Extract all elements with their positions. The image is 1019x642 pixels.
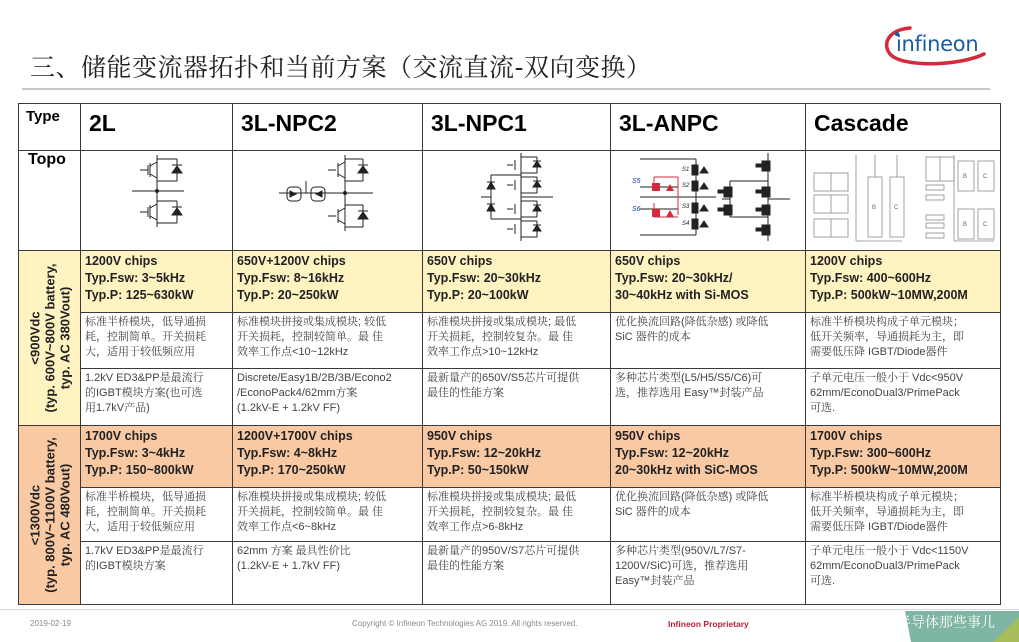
svg-text:S1: S1 <box>682 167 690 173</box>
group1-module-row <box>19 369 1001 426</box>
g2-cascade-module: 子单元电压一般小于 Vdc<1150V 62mm/EconoDual3/PrimePack 可选. <box>806 542 1001 605</box>
group1-side-label <box>19 251 81 426</box>
side-label-line: <900Vdc <box>27 311 42 365</box>
footer-date: 2019-02-19 <box>30 619 71 628</box>
group1-header-row <box>19 251 1001 313</box>
topo-npc2-cell <box>233 151 423 251</box>
g1-2l-desc: 标准半桥模块，低导通损 耗，控制简单。开关损耗 大，适用于较低频应用 <box>81 313 233 369</box>
2l-half-bridge-diagram-icon <box>122 151 192 231</box>
g2-npc1-module: 最新量产的950V/S7芯片可提供 最佳的性能方案 <box>423 542 611 605</box>
watermark <box>895 611 1019 642</box>
logo-wordmark: infineon <box>896 32 979 56</box>
svg-text:S6: S6 <box>632 206 641 213</box>
group2-side-label <box>19 426 81 605</box>
3l-npc2-diagram-icon <box>273 151 383 235</box>
svg-text:C: C <box>894 205 899 211</box>
topo-cascade-cell <box>806 151 1001 251</box>
type-3l-anpc: 3L-ANPC <box>611 104 806 151</box>
g2-anpc-desc: 优化换流回路(降低杂感) 或降低 SiC 器件的成本 <box>611 488 806 542</box>
3l-anpc-diagram-icon <box>618 151 798 241</box>
group2-module-row <box>19 542 1001 605</box>
svg-text:B: B <box>963 222 968 228</box>
group2-header-row <box>19 426 1001 488</box>
g1-anpc-module: 多种芯片类型(L5/H5/S5/C6)可 选，推荐选用 Easy™封装产品 <box>611 369 806 426</box>
topo-npc1-cell <box>423 151 611 251</box>
topology-row <box>19 151 1001 251</box>
g2-2l-module: 1.7kV ED3&PP是最流行 的IGBT模块方案 <box>81 542 233 605</box>
side-label-line: <1300Vdc <box>27 484 42 546</box>
g2-npc2-desc: 标准模块拼接或集成模块; 较低 开关损耗，控制较简单。最 佳 效率工作点<6~8kHz <box>233 488 423 542</box>
topo-label: Topo <box>19 151 81 251</box>
g2-anpc-module: 多种芯片类型(950V/L7/S7- 1200V/SiC)可选，推荐选用 Easy™封装产品 <box>611 542 806 605</box>
g2-cascade-desc: 标准半桥模块构成子单元模块； 低开关频率，导通损耗为主，即 需要低压降 IGBT/Diode器件 <box>806 488 1001 542</box>
topo-anpc-cell <box>611 151 806 251</box>
g2-2l-specs: 1700V chips Typ.Fsw: 3~4kHz Typ.P: 150~800kW <box>81 426 233 488</box>
watermark-text: 半导体那些事儿 <box>897 615 995 631</box>
g1-anpc-specs: 650V chips Typ.Fsw: 20~30kHz/ 30~40kHz with Si-MOS <box>611 251 806 313</box>
svg-text:S4: S4 <box>682 221 690 227</box>
g2-npc2-module: 62mm 方案 最具性价比 (1.2kV-E + 1.7kV FF) <box>233 542 423 605</box>
g1-anpc-desc: 优化换流回路(降低杂感) 或降低 SiC 器件的成本 <box>611 313 806 369</box>
g2-2l-desc: 标准半桥模块，低导通损 耗，控制简单。开关损耗 大，适用于较低频应用 <box>81 488 233 542</box>
g2-npc1-desc: 标准模块拼接或集成模块; 最低 开关损耗，控制较复杂。最 佳 效率工作点>6-8kHz <box>423 488 611 542</box>
g1-cascade-module: 子单元电压一般小于 Vdc<950V 62mm/EconoDual3/PrimePack 可选. <box>806 369 1001 426</box>
g2-cascade-specs: 1700V chips Typ.Fsw: 300~600Hz Typ.P: 500kW~10MW,200M <box>806 426 1001 488</box>
title-divider <box>22 88 990 90</box>
type-3l-npc2: 3L-NPC2 <box>233 104 423 151</box>
type-label: Type <box>19 104 81 151</box>
footer-copyright: Copyright © Infineon Technologies AG 2019. All rights reserved. <box>352 619 578 628</box>
svg-text:C: C <box>983 174 988 180</box>
g1-npc1-desc: 标准模块拼接或集成模块; 最低 开关损耗，控制较复杂。最 佳 效率工作点>10~12kHz <box>423 313 611 369</box>
topology-comparison-table <box>18 103 1001 605</box>
footer-divider <box>0 609 1019 610</box>
g1-npc2-desc: 标准模块拼接或集成模块; 较低 开关损耗，控制较简单。最 佳 效率工作点<10~12kHz <box>233 313 423 369</box>
type-cascade: Cascade <box>806 104 1001 151</box>
3l-npc1-diagram-icon <box>477 151 557 243</box>
side-label-line: typ. AC 480Vout) <box>57 463 72 567</box>
svg-text:B: B <box>872 205 877 211</box>
svg-text:S3: S3 <box>682 204 690 210</box>
type-row <box>19 104 1001 151</box>
side-label-line: (typ. 600V~800V battery, <box>42 263 57 413</box>
g2-npc1-specs: 950V chips Typ.Fsw: 12~20kHz Typ.P: 50~150kW <box>423 426 611 488</box>
svg-text:S5: S5 <box>632 178 641 185</box>
g1-cascade-desc: 标准半桥模块构成子单元模块； 低开关频率，导通损耗为主，即 需要低压降 IGBT/Diode器件 <box>806 313 1001 369</box>
svg-text:S2: S2 <box>682 183 690 189</box>
g1-npc2-module: Discrete/Easy1B/2B/3B/Econo2 /EconoPack4/62mm方案 (1.2kV-E + 1.2kV FF) <box>233 369 423 426</box>
type-3l-npc1: 3L-NPC1 <box>423 104 611 151</box>
infineon-logo <box>880 22 990 72</box>
footer-proprietary: Infineon Proprietary <box>668 619 749 629</box>
side-label-line: (typ. 800V~1100V battery, <box>42 437 57 593</box>
g1-npc1-module: 最新量产的650V/S5芯片可提供 最佳的性能方案 <box>423 369 611 426</box>
g1-cascade-specs: 1200V chips Typ.Fsw: 400~600Hz Typ.P: 500kW~10MW,200M <box>806 251 1001 313</box>
topo-2l-cell <box>81 151 233 251</box>
group2-description-row <box>19 488 1001 542</box>
g2-anpc-specs: 950V chips Typ.Fsw: 12~20kHz 20~30kHz with SiC-MOS <box>611 426 806 488</box>
g1-npc2-specs: 650V+1200V chips Typ.Fsw: 8~16kHz Typ.P: 20~250kW <box>233 251 423 313</box>
g1-2l-specs: 1200V chips Typ.Fsw: 3~5kHz Typ.P: 125~630kW <box>81 251 233 313</box>
g2-npc2-specs: 1200V+1700V chips Typ.Fsw: 4~8kHz Typ.P: 170~250kW <box>233 426 423 488</box>
group1-description-row <box>19 313 1001 369</box>
type-2l: 2L <box>81 104 233 151</box>
g1-2l-module: 1.2kV ED3&PP是最流行 的IGBT模块方案(也可选 用1.7kV产品) <box>81 369 233 426</box>
cascade-diagram-icon <box>808 151 998 245</box>
svg-text:B: B <box>963 174 968 180</box>
slide-title: 三、储能变流器拓扑和当前方案（交流直流-双向变换） <box>30 53 652 82</box>
svg-text:C: C <box>983 222 988 228</box>
g1-npc1-specs: 650V chips Typ.Fsw: 20~30kHz Typ.P: 20~100kW <box>423 251 611 313</box>
side-label-line: typ. AC 380Vout) <box>57 286 72 390</box>
